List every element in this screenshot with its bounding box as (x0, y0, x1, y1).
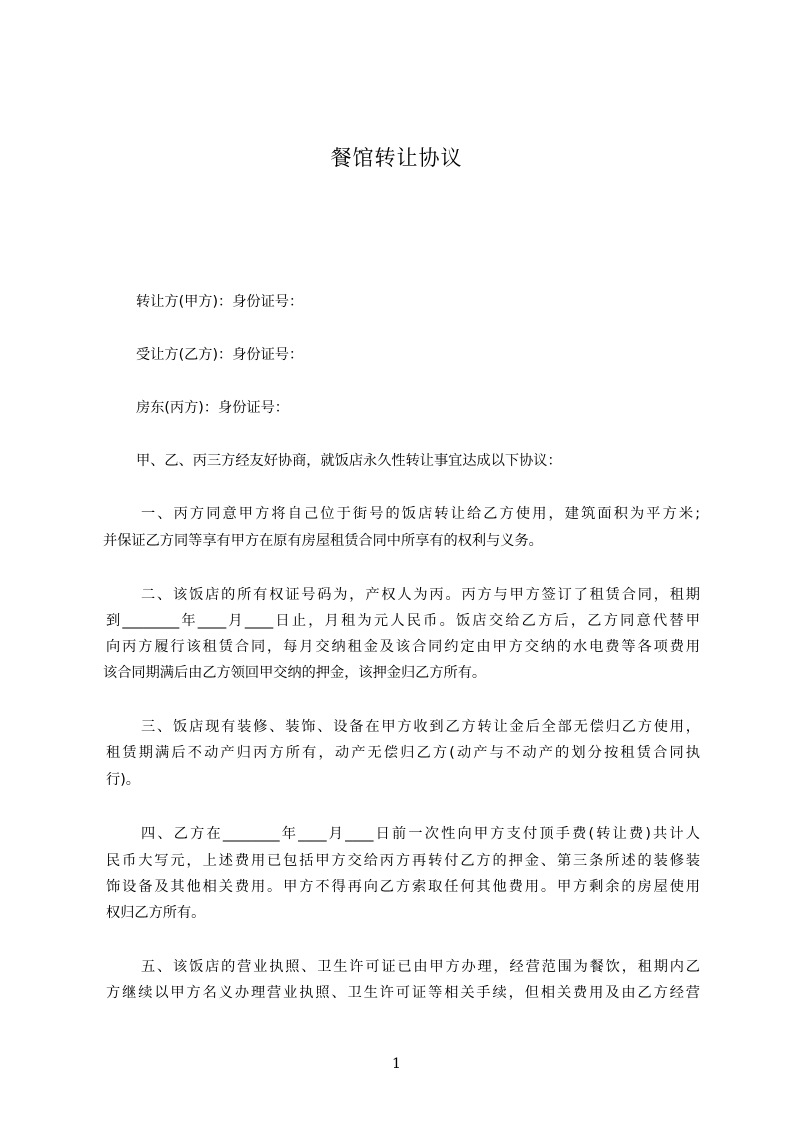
clause-5-line-2: 方继续以甲方名义办理营业执照、卫生许可证等相关手续，但相关费用及由乙方经营 (106, 985, 700, 1001)
agreement-intro: 甲、乙、丙三方经友好协商，就饭店永久性转让事宜达成以下协议： (136, 453, 562, 469)
clause-2-line-4: 该合同期满后由乙方领回甲交纳的押金，该押金归乙方所有。 (103, 665, 487, 681)
clause-5-line-1: 五、该饭店的营业执照、卫生许可证已由甲方办理，经营范围为餐饮，租期内乙 (141, 959, 700, 975)
clause-4-line-4: 权归乙方所有。 (106, 905, 206, 921)
clause-4-line-3: 饰设备及其他相关费用。甲方不得再向乙方索取任何其他费用。甲方剩余的房屋使用 (106, 879, 700, 895)
clause-1-line-2: 并保证乙方同等享有甲方在原有房屋租赁合同中所享有的权利与义务。 (103, 533, 543, 549)
document-title: 餐馆转让协议 (330, 146, 463, 170)
clause-3-line-2: 租赁期满后不动产归丙方所有，动产无偿归乙方(动产与不动产的划分按租赁合同执 (106, 745, 700, 761)
page-number: 1 (392, 1056, 401, 1072)
clause-1-line-1: 一、丙方同意甲方将自己位于街号的饭店转让给乙方使用，建筑面积为平方米; (141, 506, 700, 522)
clause-4-line-1: 四、乙方在________年____月____日前一次性向甲方支付顶手费(转让费)共计人 (141, 826, 700, 842)
party-transferor: 转让方(甲方)：身份证号： (136, 294, 304, 310)
clause-3-line-1: 三、饭店现有装修、装饰、设备在甲方收到乙方转让金后全部无偿归乙方使用， (141, 719, 700, 735)
clause-2-line-2: 到________年____月____日止，月租为元人民币。饭店交给乙方后，乙方同意代替甲 (106, 613, 700, 629)
clause-4-line-2: 民币大写元，上述费用已包括甲方交给丙方再转付乙方的押金、第三条所述的装修装 (106, 853, 700, 869)
clause-2-line-1: 二、该饭店的所有权证号码为，产权人为丙。丙方与甲方签订了租赁合同，租期 (141, 587, 700, 603)
party-landlord: 房东(丙方)：身份证号： (136, 400, 289, 416)
party-transferee: 受让方(乙方)：身份证号： (136, 347, 304, 363)
clause-2-line-3: 向丙方履行该租赁合同，每月交纳租金及该合同约定由甲方交纳的水电费等各项费用 (106, 639, 700, 655)
clause-3-line-3: 行)。 (106, 772, 140, 788)
